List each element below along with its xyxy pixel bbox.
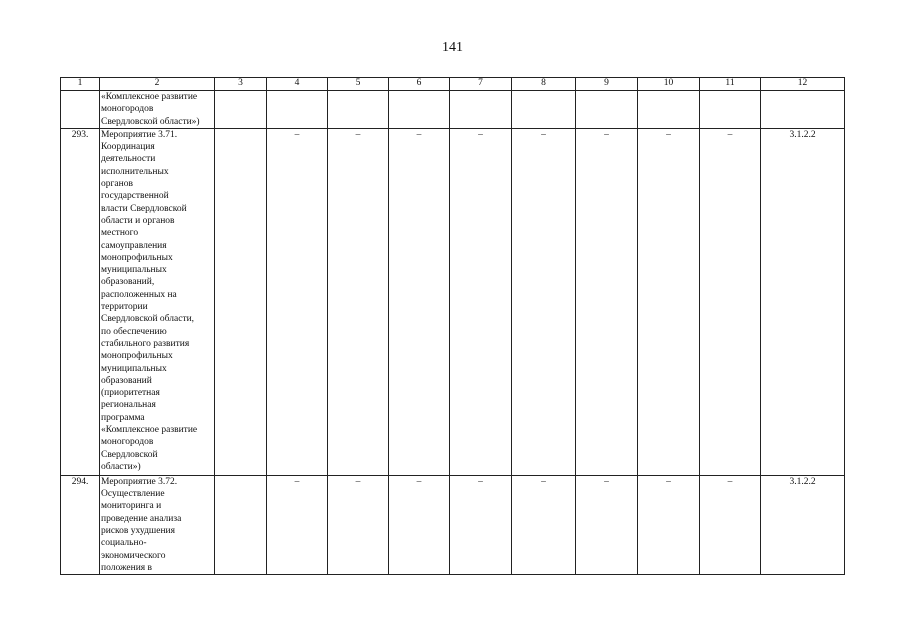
table-row: [61, 475, 845, 574]
column-header: 8: [512, 78, 576, 91]
row-value: [700, 91, 761, 129]
column-header: 11: [700, 78, 761, 91]
column-header: 9: [576, 78, 638, 91]
row-number: [61, 91, 100, 129]
column-header: 10: [638, 78, 700, 91]
column-header: 6: [389, 78, 450, 91]
row-value: [215, 128, 267, 475]
row-name: Мероприятие 3.71. Координация деятельности исполнительных органов государственной власти Свердловской области и органов местного самоуправления монопрофильных муниципальных образований, расположенных на территории Свердловской области, по обеспечению стабильного развития монопрофильных муниципальных образований (приоритетная региональная программа «Комплексное развитие моногородов Свердловской области»): [100, 128, 215, 475]
row-value: –: [328, 475, 389, 574]
column-header: 2: [100, 78, 215, 91]
row-code: [761, 91, 845, 129]
row-value: [267, 91, 328, 129]
column-header: 3: [215, 78, 267, 91]
row-value: [638, 91, 700, 129]
row-value: –: [450, 475, 512, 574]
row-value: –: [267, 128, 328, 475]
row-value: [512, 91, 576, 129]
row-number: 293.: [61, 128, 100, 475]
row-value: [389, 91, 450, 129]
row-number: 294.: [61, 475, 100, 574]
row-code: 3.1.2.2: [761, 128, 845, 475]
column-header: 1: [61, 78, 100, 91]
row-value: –: [389, 475, 450, 574]
header-row: [61, 78, 845, 91]
row-value: [215, 475, 267, 574]
row-value: –: [328, 128, 389, 475]
column-header: 12: [761, 78, 845, 91]
row-value: –: [389, 128, 450, 475]
row-value: –: [576, 475, 638, 574]
row-value: –: [638, 475, 700, 574]
row-value: –: [638, 128, 700, 475]
row-value: –: [267, 475, 328, 574]
column-header: 7: [450, 78, 512, 91]
row-value: –: [576, 128, 638, 475]
program-table: [60, 77, 845, 575]
page-number: 141: [442, 40, 463, 55]
row-value: [576, 91, 638, 129]
column-header: 5: [328, 78, 389, 91]
row-code: 3.1.2.2: [761, 475, 845, 574]
row-value: [328, 91, 389, 129]
row-value: –: [512, 128, 576, 475]
row-value: –: [512, 475, 576, 574]
row-value: [215, 91, 267, 129]
row-value: –: [450, 128, 512, 475]
table-row: [61, 91, 845, 129]
row-name: «Комплексное развитие моногородов Свердловской области»): [100, 91, 215, 129]
table-row: [61, 128, 845, 475]
row-value: –: [700, 475, 761, 574]
column-header: 4: [267, 78, 328, 91]
row-name: Мероприятие 3.72. Осуществление мониторинга и проведение анализа рисков ухудшения социально- экономического положения в: [100, 475, 215, 574]
row-value: [450, 91, 512, 129]
row-value: –: [700, 128, 761, 475]
